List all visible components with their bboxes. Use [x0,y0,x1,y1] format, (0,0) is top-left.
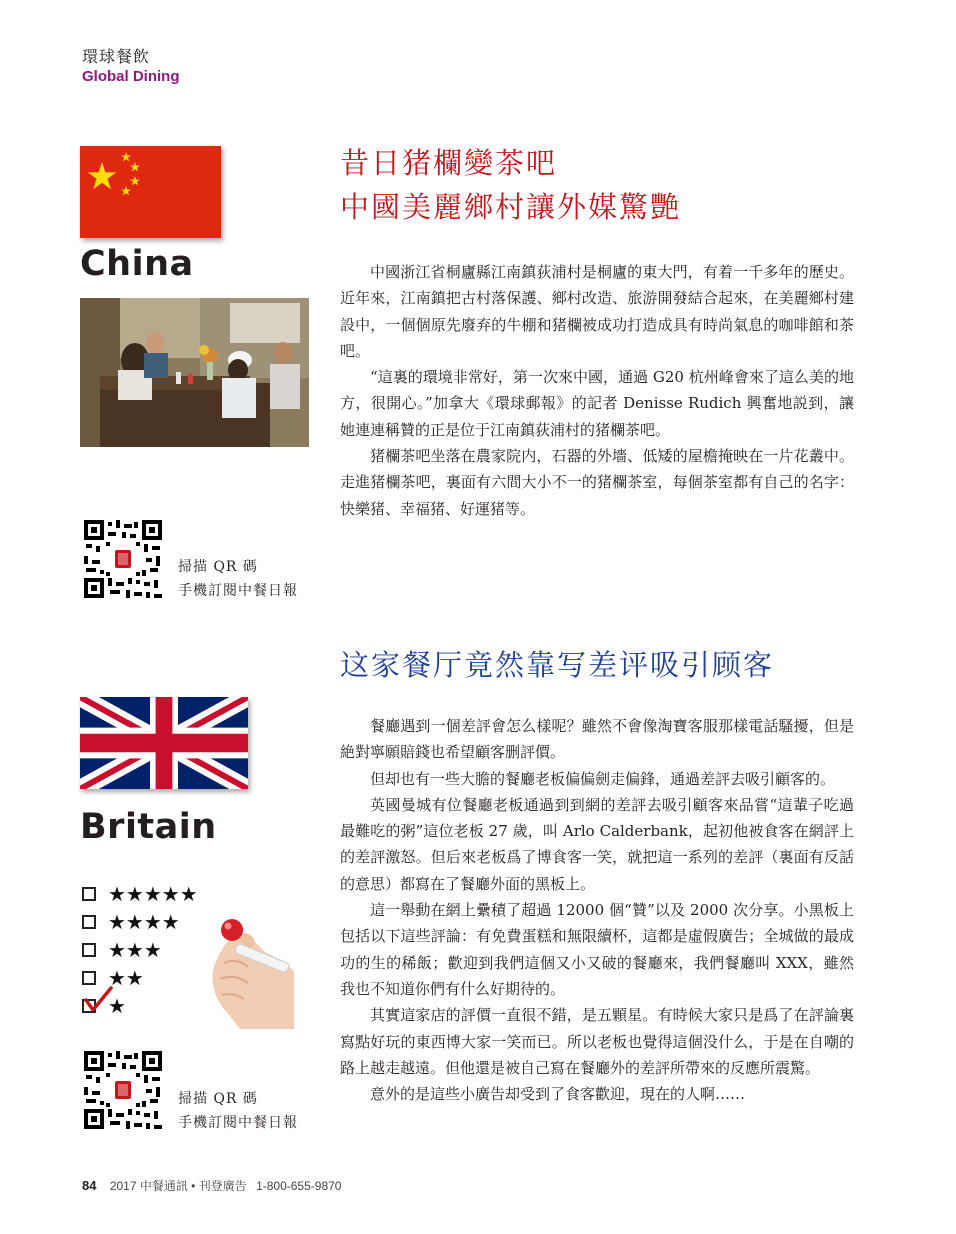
article-britain-paragraph: 這一舉動在網上纍積了超過 12000 個“贊”以及 2000 次分享。小黑板上包括以下這些評論：有免費蛋糕和無限續杯，這都是虛假廣告；全城做的最成功的生的稀飯；歡迎到我們這個又小又破的餐廳來，我們餐廳叫 XXX，雖然我也不知道你們有什么好期待的。 [340,901,854,998]
uk-flag-icon [80,697,248,789]
article-britain-paragraph: 但却也有一些大膽的餐廳老板偏偏劍走偏鋒，通過差評去吸引顧客的。 [370,769,836,788]
article-britain-paragraph: 意外的是這些小廣告却受到了食客歡迎，現在的人啊…… [370,1085,746,1104]
qr-caption-line: 手機訂閱中餐日報 [178,1115,298,1131]
article-britain-paragraph: 英國曼城有位餐廳老板通過到到網的差評去吸引顧客來品嘗“這輩子吃過最難吃的粥”這位老板 27 歲，叫 Arlo Calderbank，起初他被食客在網評上的差評激怒。但后來老板爲了博食客一笑，就把這一系列的差評（裏面有反話的意思）都寫在了餐廳外面的黑板上。 [340,795,854,893]
rating-row [82,910,180,934]
qr-caption-line: 掃描 QR 碼 [178,1091,258,1107]
section-title-en: Global Dining [82,68,180,85]
headline-britain: 这家餐厅竟然靠写差评吸引顾客 [340,648,775,682]
qr-caption-line: 手機訂閱中餐日報 [178,583,298,599]
country-label-china: China [80,244,194,284]
qr-caption-line: 掃描 QR 碼 [178,559,258,575]
country-label-britain: Britain [80,807,217,847]
footer-text: 2017 中餐通訊 • 刊登廣告 [109,1179,247,1193]
star-rating: ★★★★ [108,910,180,934]
rating-row [82,938,162,962]
star-rating: ★★★★★ [108,882,198,906]
qr-code-icon [84,520,162,598]
article-china-paragraph: “這裏的環境非常好，第一次來中國，通過 G20 杭州峰會來了這么美的地方，很開心。”加拿大《環球郵報》的記者 Denisse Rudich 興奮地説到，讓她連連稱贊的正是位于江南鎮荻浦村的猪欄茶吧。 [340,368,854,439]
qr-caption-china [178,555,298,603]
star-rating: ★★★ [108,938,162,962]
article-britain-paragraph: 其實這家店的評價一直很不錯，是五顆星。有時候大家只是爲了在評論裏寫點好玩的東西博大家一笑而已。所以老板也覺得這個没什么，于是在自嘲的路上越走越遠。但他還是被自己寫在餐廳外的差評所帶來的反應所震驚。 [340,1006,854,1077]
red-checkmark-icon [84,986,114,1014]
page-footer [82,1177,341,1194]
checkbox-icon [82,943,96,957]
article-britain-paragraph: 餐廳遇到一個差評會怎么樣呢？雖然不會像淘寶客服那樣電話騷擾，但是絶對寧願賠錢也希望顧客删評價。 [340,717,854,762]
headline-china [340,141,681,229]
star-rating: ★★ [108,966,144,990]
qr-caption-britain [178,1087,298,1135]
tea-bar-photo [80,298,309,447]
article-britain-body [340,713,854,1107]
qr-code-icon [84,1051,162,1129]
checkbox-icon [82,915,96,929]
hand-with-marker-icon [196,905,294,1030]
article-china-paragraph: 猪欄茶吧坐落在農家院内，石器的外墻、低矮的屋檐掩映在一片花叢中。走進猪欄茶吧，裏面有六間大小不一的猪欄茶室，每個茶室都有自己的名字：快樂猪、幸福猪、好運猪等。 [340,447,854,518]
page-number: 84 [82,1178,97,1193]
china-flag-icon [80,146,221,238]
article-china-paragraph: 中國浙江省桐廬縣江南鎮荻浦村是桐廬的東大門，有着一千多年的歷史。近年來，江南鎮把古村落保護、鄉村改造、旅游開發結合起來，在美麗鄉村建設中，一個個原先廢弃的牛棚和猪欄被成功打造成具有時尚氣息的咖啡館和茶吧。 [340,263,854,360]
rating-row [82,882,198,906]
star-rating: ★ [108,994,126,1018]
article-china-body [340,259,854,522]
headline-china-line-1: 昔日猪欄變茶吧 [340,146,558,180]
footer-phone: 1-800-655-9870 [256,1179,342,1193]
section-title-zh: 環球餐飲 [82,47,151,66]
checkbox-icon [82,887,96,901]
headline-china-line-2: 中國美麗鄉村讓外媒驚艷 [340,190,682,224]
checkbox-icon [82,971,96,985]
